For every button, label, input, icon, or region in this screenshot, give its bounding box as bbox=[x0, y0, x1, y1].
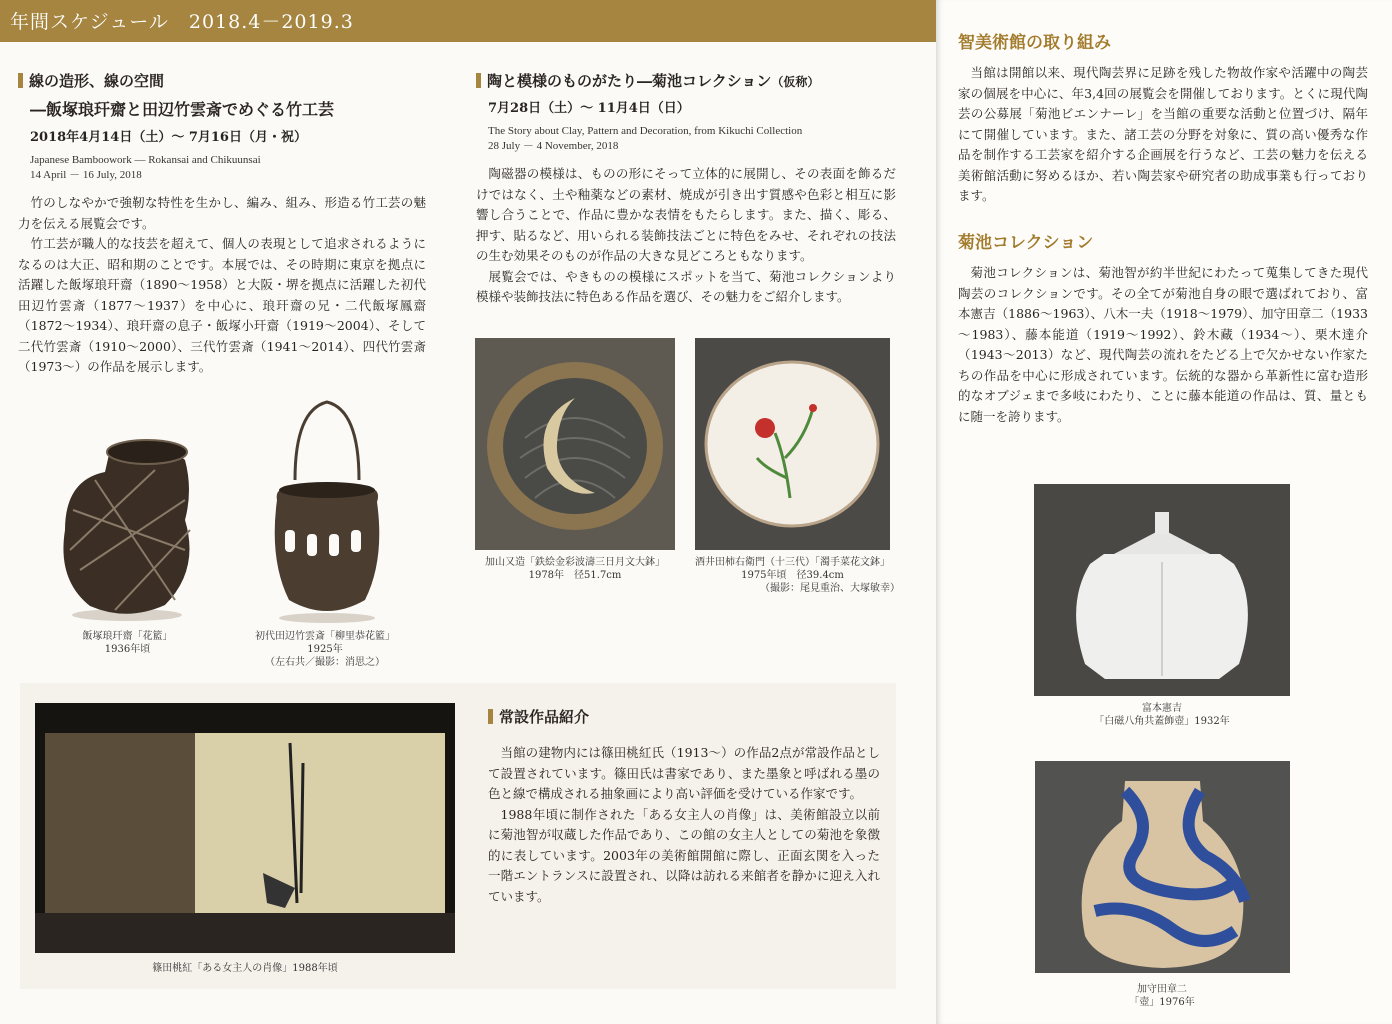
permanent-paragraph-1: 当館の建物内には篠田桃紅氏（1913～）の作品2点が常設作品として設置されています。篠田氏は書家であり、また墨象と呼ばれる墨の色と線で構成される抽象画により高い評価を受けている作家です。 bbox=[488, 745, 880, 801]
section-marker bbox=[488, 709, 493, 724]
permanent-caption: 篠田桃紅「ある女主人の肖像」1988年頃 bbox=[152, 963, 338, 974]
caption-line: 「白磁八角共蓋飾壺」1932年 bbox=[1094, 716, 1230, 727]
bamboo-en-date: 14 April － 16 July, 2018 bbox=[30, 169, 142, 181]
clay-caption-1 bbox=[470, 556, 680, 582]
collection-paragraph: 菊池コレクションは、菊池智が約半世紀にわたって蒐集してきた現代陶芸のコレクションです。その全てが菊池自身の眼で選ばれており、富本憲吉（1886～1963）、八木一夫（1918～1979）、加守田章二（1933～1983）、藤本能道（1919～1992）、鈴木藏（1934～）、栗木達介（1943～2013）など、現代陶芸の流れをたどる上で欠かせない作家たちの作品を中心に形成されています。伝統的な器から革新性に富む造形的なオブジェまで多岐にわたり、ことに藤本能道の作品は、質、量ともに随一を誇ります。 bbox=[958, 265, 1368, 424]
permanent-section bbox=[488, 706, 880, 907]
permanent-title: 常設作品紹介 bbox=[499, 708, 590, 726]
museum-title: 智美術館の取り組み bbox=[958, 33, 1111, 53]
caption-line: （撮影：尾見重治、大塚敏幸） bbox=[760, 583, 900, 594]
bamboo-caption-2 bbox=[240, 630, 410, 669]
caption-line: 酒井田柿右衛門（十三代）「濁手菜花文鉢」 bbox=[695, 557, 890, 568]
collection-title: 菊池コレクション bbox=[958, 233, 1094, 253]
section-marker bbox=[476, 73, 481, 88]
clay-paragraph-2: 展覧会では、やきものの模様にスポットを当て、菊池コレクションより模様や装飾技法に特色ある作品を選び、その魅力をご紹介します。 bbox=[476, 268, 896, 304]
collection-caption-2 bbox=[1060, 983, 1264, 1009]
caption-line: 「壺」1976年 bbox=[1129, 997, 1195, 1008]
clay-en-title: The Story about Clay, Pattern and Decoration, from Kikuchi Collection bbox=[488, 125, 803, 137]
caption-line: 1978年 径51.7cm bbox=[528, 570, 622, 581]
collection-section bbox=[958, 228, 1368, 427]
caption-line: 飯塚琅玕齋「花籃」 bbox=[82, 631, 173, 642]
flower-dish-photo bbox=[695, 338, 890, 550]
blue-pattern-vase-photo bbox=[1035, 761, 1290, 973]
bamboo-title: 線の造形、線の空間 bbox=[29, 72, 165, 90]
bamboo-subtitle: ―飯塚琅玕齋と田辺竹雲斎でめぐる竹工芸 bbox=[30, 100, 335, 119]
section-marker bbox=[18, 73, 23, 88]
bamboo-basket-photo-2 bbox=[255, 390, 395, 625]
caption-line: 加守田章二 bbox=[1137, 984, 1187, 995]
caption-line: 加山又造「鉄絵金彩波濤三日月文大鉢」 bbox=[485, 557, 665, 568]
caption-line: 1975年頃 径39.4cm bbox=[741, 570, 844, 581]
clay-exhibition bbox=[476, 70, 896, 308]
caption-line: 1936年頃 bbox=[104, 644, 151, 655]
bamboo-paragraph-1: 竹のしなやかで強靭な特性を生かし、編み、組み、形造る竹工芸の魅力を伝える展覧会です。 bbox=[18, 195, 426, 231]
museum-section bbox=[958, 28, 1368, 207]
caption-line: 1925年 bbox=[307, 644, 343, 655]
bamboo-date: 2018年4月14日（土）～ 7月16日（月・祝） bbox=[30, 130, 307, 145]
crescent-bowl-photo bbox=[475, 338, 675, 550]
caption-line: 富本憲吉 bbox=[1142, 703, 1182, 714]
clay-date: 7月28日（土）～ 11月4日（日） bbox=[488, 101, 690, 116]
clay-en-date: 28 July － 4 November, 2018 bbox=[488, 140, 619, 152]
white-jar-photo bbox=[1034, 484, 1290, 696]
schedule-header bbox=[0, 0, 936, 42]
clay-title: 陶と模様のものがたり―菊池コレクション bbox=[487, 72, 772, 90]
bamboo-en-title: Japanese Bamboowork — Rokansai and Chikuunsai bbox=[30, 154, 261, 166]
clay-caption-2 bbox=[685, 556, 900, 595]
caption-line: 初代田辺竹雲斎「柳里恭花籃」 bbox=[255, 631, 395, 642]
clay-paragraph-1: 陶磁器の模様は、ものの形にそって立体的に展開し、その表面を飾るだけではなく、土や釉薬などの素材、焼成が引き出す質感や色彩と相互に影響し合うことで、作品に豊かな表情をもたらします。また、描く、彫る、押す、貼るなど、用いられる装飾技法ごとに特色をみせ、それぞれの技法の生む効果そのものが作品の大きな見どころともなります。 bbox=[476, 166, 896, 263]
permanent-artwork-photo bbox=[35, 703, 455, 953]
clay-title-note: （仮称） bbox=[771, 75, 820, 89]
museum-paragraph: 当館は開館以来、現代陶芸界に足跡を残した物故作家や活躍中の陶芸家の個展を中心に、年3,4回の展覧会を開催しております。とくに現代陶芸の公募展「菊池ビエンナーレ」を当館の重要な活動と位置づけ、隔年にて開催しています。また、諸工芸の分野を対象に、質の高い優秀な作品を制作する工芸家を紹介する企画展を行うなど、工芸の魅力を伝える美術館活動に努めるほか、若い陶芸家や研究者の助成事業も行っております。 bbox=[958, 65, 1368, 203]
bamboo-caption-1 bbox=[45, 630, 210, 656]
bamboo-paragraph-2: 竹工芸が職人的な技芸を超えて、個人の表現として追求されるようになるのは大正、昭和期のことです。本展では、その時期に東京を拠点に活躍した飯塚琅玕齋（1890～1958）と大阪・堺を拠点に活躍した初代田辺竹雲斎（1877～1937）を中心に、琅玕齋の兄・二代飯塚鳳齋（1872～1934）、琅玕齋の息子・飯塚小玕齋（1919～2004）、そして二代竹雲斎（1910～2000）、三代竹雲斎（1941～2014）、四代竹雲斎（1973～）の作品を展示します。 bbox=[18, 236, 426, 374]
caption-line: （左右共／撮影：消思之） bbox=[265, 657, 385, 668]
collection-caption-1 bbox=[1060, 702, 1264, 728]
bamboo-exhibition bbox=[18, 70, 426, 378]
schedule-title: 年間スケジュール 2018.4－2019.3 bbox=[10, 11, 354, 33]
permanent-paragraph-2: 1988年頃に制作された「ある女主人の肖像」は、美術館設立以前に菊池智が収蔵した作品であり、この館の女主人としての菊池を象徴的に表しています。2003年の美術館開館に際し、正面玄関を入った一階エントランスに設置され、以降は訪れる来館者を静かに迎え入れています。 bbox=[488, 806, 880, 904]
bamboo-basket-photo-1 bbox=[35, 410, 220, 625]
